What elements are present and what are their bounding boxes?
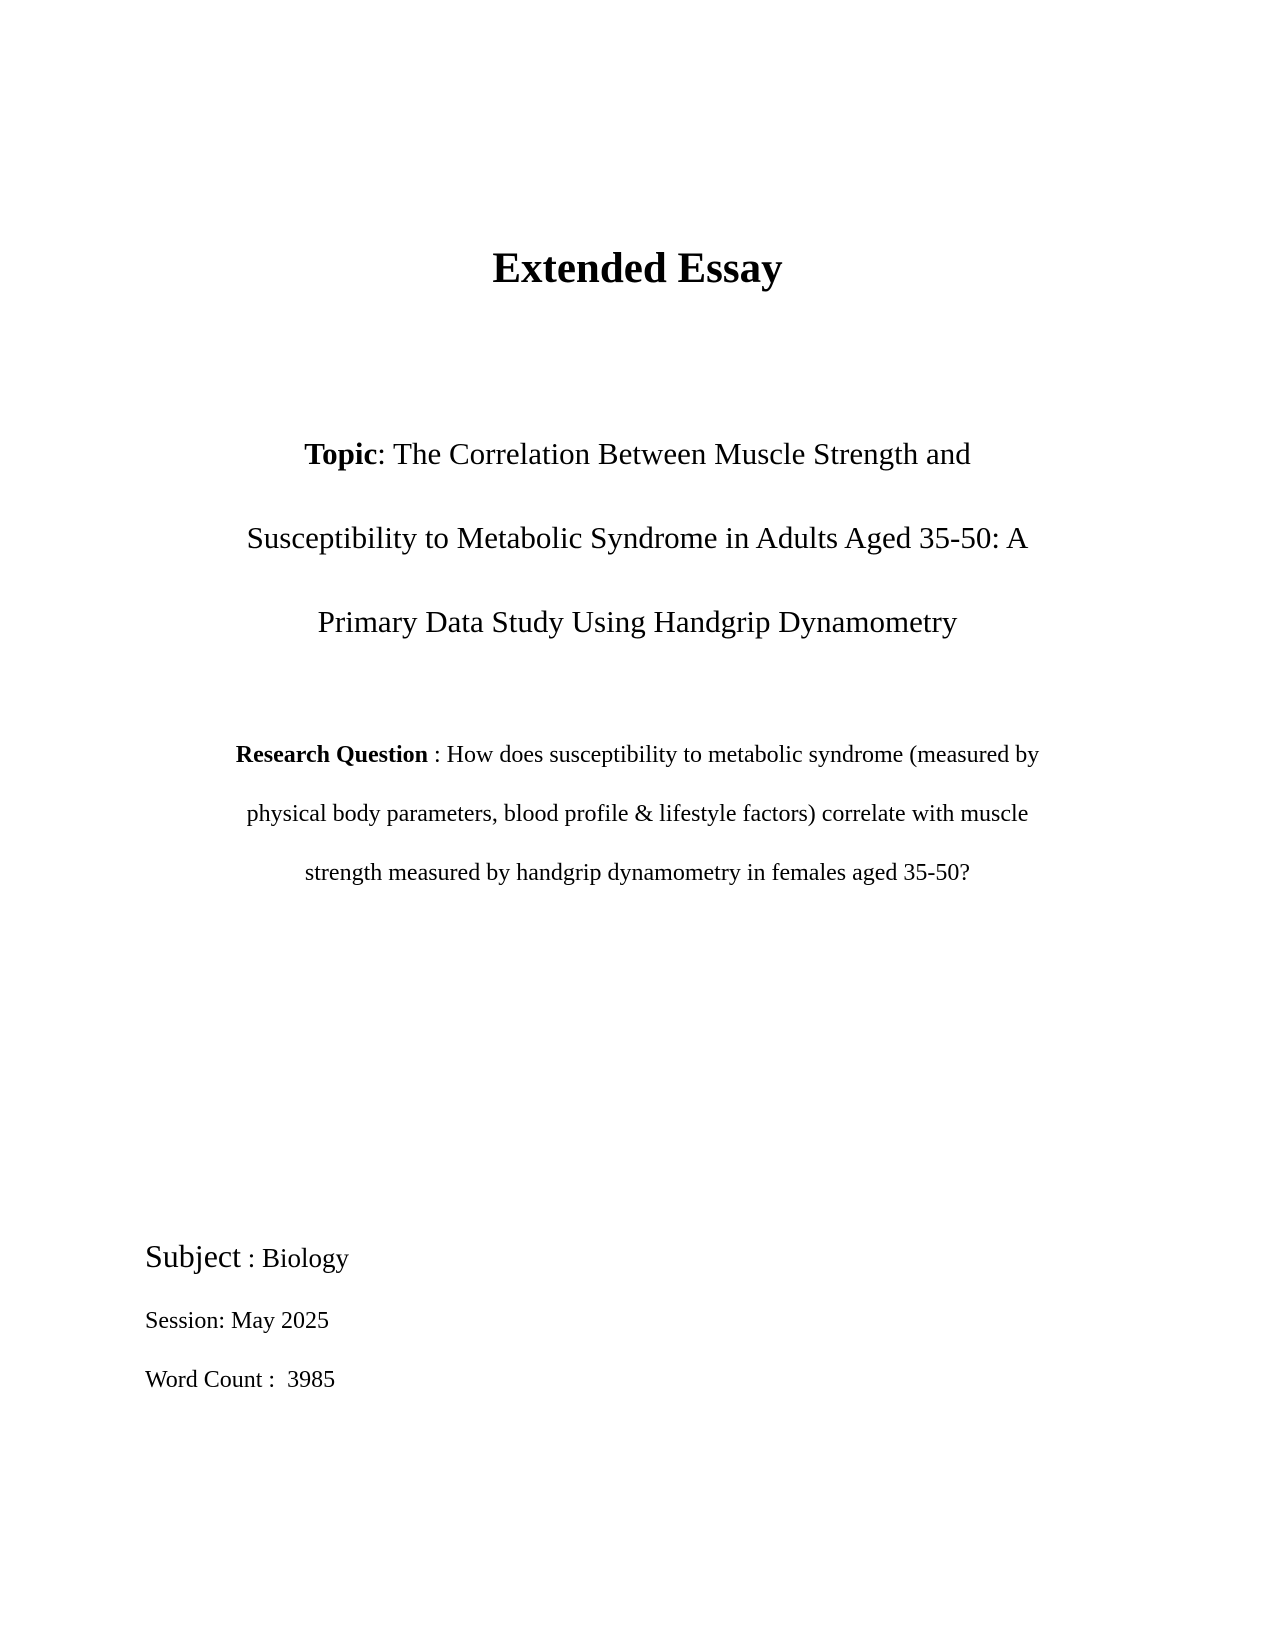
- research-question-label: Research Question: [235, 742, 428, 768]
- research-question-line-1: [150, 726, 1125, 785]
- research-question-paragraph: [150, 726, 1125, 903]
- topic-line-2: Susceptibility to Metabolic Syndrome in Adults Aged 35-50: A: [246, 520, 1029, 555]
- research-question-line-1-text: : How does susceptibility to metabolic syndrome (measured by: [428, 742, 1040, 768]
- session-line: Session: May 2025: [145, 1308, 330, 1334]
- subject-value: : Biology: [240, 1243, 349, 1273]
- topic-label: Topic: [304, 436, 378, 471]
- document-title: Extended Essay: [492, 245, 783, 292]
- word-count-line: Word Count : 3985: [145, 1367, 336, 1393]
- subject-line: [145, 1236, 349, 1278]
- research-question-line-3: strength measured by handgrip dynamometry in females aged 35-50?: [304, 860, 971, 886]
- subject-label: Subject: [145, 1238, 241, 1274]
- topic-paragraph: [150, 412, 1125, 664]
- topic-line-1: [150, 412, 1125, 496]
- topic-line-1-text: : The Correlation Between Muscle Strength and: [377, 436, 971, 471]
- topic-line-3: Primary Data Study Using Handgrip Dynamometry: [317, 604, 958, 639]
- research-question-line-2: physical body parameters, blood profile & lifestyle factors) correlate with muscle: [246, 801, 1029, 827]
